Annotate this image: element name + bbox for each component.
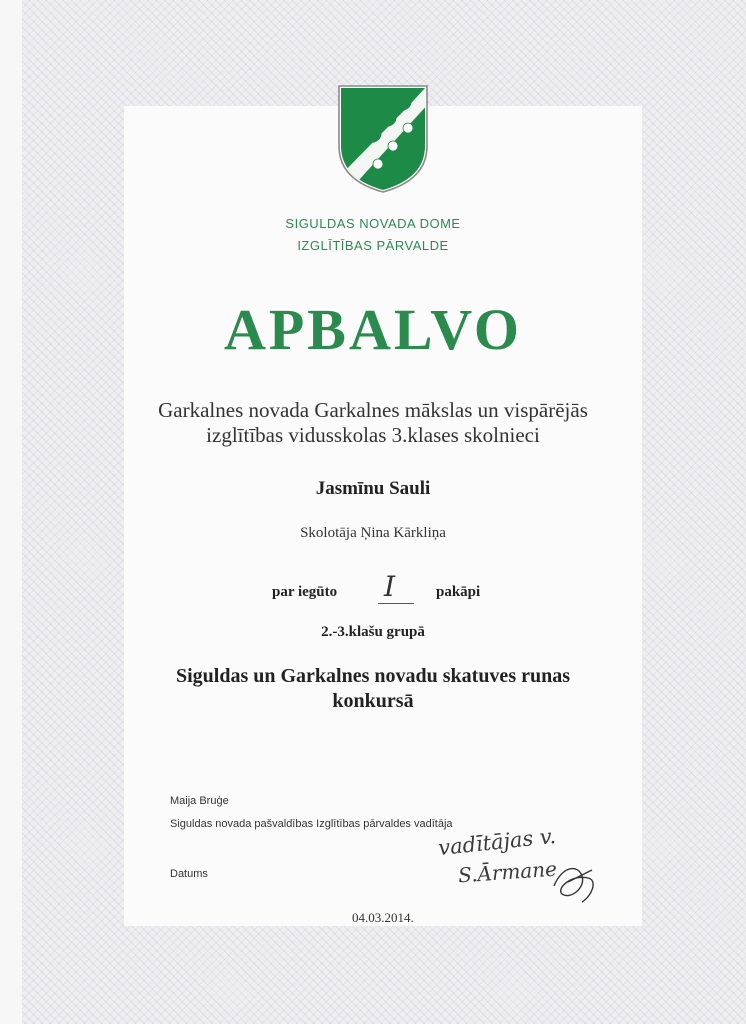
competition-line1: Siguldas un Garkalnes novadu skatuves runas	[175, 665, 571, 687]
award-group: 2.-3.klašu grupā	[321, 624, 425, 640]
signature-flourish	[548, 856, 604, 912]
org-name-line1: SIGULDAS NOVADA DOME	[285, 216, 461, 231]
degree-underline	[378, 603, 414, 604]
teacher-name: Skolotāja Ņina Kārkliņa	[300, 525, 446, 541]
coat-of-arms-logo	[336, 84, 430, 194]
competition-line2: konkursā	[332, 690, 414, 712]
recipient-name: Jasmīnu Sauli	[315, 478, 431, 499]
page-edge	[0, 0, 22, 1024]
award-prefix: par iegūto	[272, 584, 338, 600]
recipient-description-line2: izglītības vidusskolas 3.klases skolnieci	[206, 423, 540, 447]
date: 04.03.2014.	[352, 910, 414, 925]
award-suffix: pakāpi	[436, 584, 481, 600]
award-degree-handwritten: I	[384, 570, 396, 603]
signatory-position: Siguldas novada pašvaldības Izglītības pārvaldes vadītāja	[170, 818, 453, 830]
recipient-description-line1: Garkalnes novada Garkalnes mākslas un vispārējās	[158, 398, 588, 422]
handwritten-note: vadītājas v.	[437, 823, 557, 861]
signatory-name: Maija Bruģe	[170, 795, 229, 807]
document-title: APBALVO	[223, 297, 523, 362]
handwritten-signature: S.Ārmane	[457, 856, 558, 888]
org-name-line2: IZGLĪTĪBAS PĀRVALDE	[297, 238, 449, 253]
datums-label: Datums	[170, 868, 208, 880]
